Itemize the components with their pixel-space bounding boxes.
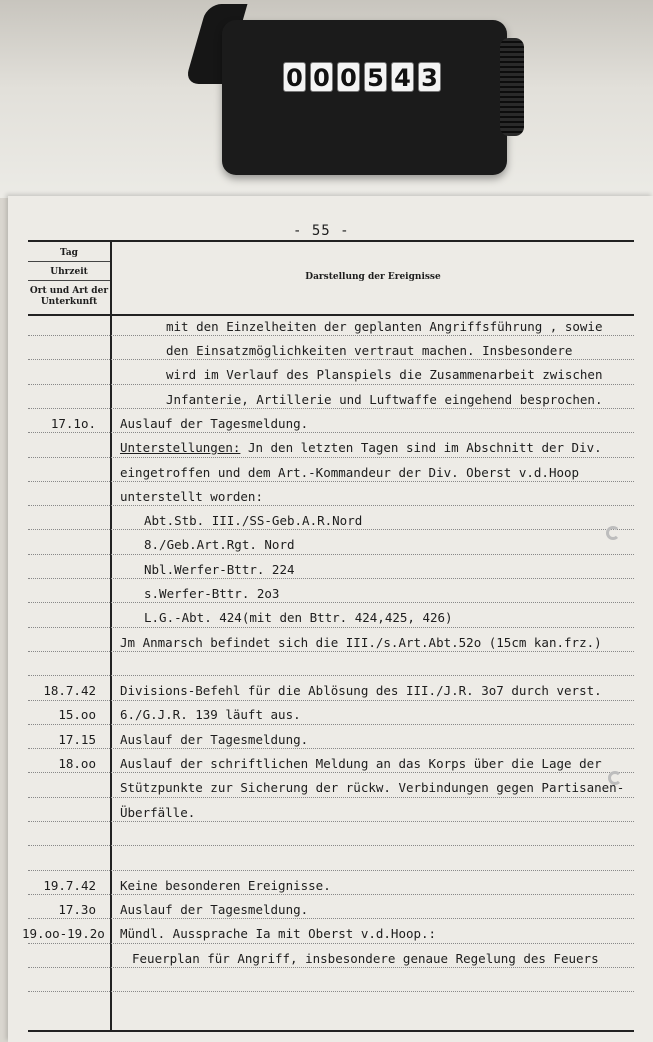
entry-text-line: [144, 513, 362, 528]
entry-text: eingetroffen und dem Art.-Kommandeur der Div. Oberst v.d.Hoop: [120, 465, 580, 480]
entry-time: 15.oo: [58, 707, 96, 722]
entry-text: L.G.-Abt. 424(mit den Bttr. 424,425, 426): [144, 610, 453, 625]
ruled-line: [28, 384, 634, 385]
entry-text: wird im Verlauf des Planspiels die Zusammenarbeit zwischen: [166, 367, 603, 382]
entry-text: unterstellt worden:: [120, 489, 263, 504]
ruled-line: [28, 529, 634, 530]
ruled-line: [28, 359, 634, 360]
entry-text: Feuerplan für Angriff, insbesondere genaue Regelung des Feuers: [132, 951, 599, 966]
margin-ring-icon: [608, 771, 622, 785]
margin-ring-icon: [606, 526, 620, 540]
header-place: Ort und Art der Unterkunft: [29, 286, 109, 307]
ruled-line: [28, 894, 634, 895]
entry-text: mit den Einzelheiten der geplanten Angriffsführung , sowie: [166, 319, 603, 334]
ruled-line: [28, 797, 634, 798]
entry-text-line: [120, 878, 331, 893]
entry-text: Mündl. Aussprache Ia mit Oberst v.d.Hoop.:: [120, 926, 437, 941]
document-page: [8, 196, 653, 1042]
ruled-line: [28, 772, 634, 773]
counter-digit: 3: [418, 62, 441, 92]
counter-digit: 5: [364, 62, 387, 92]
entry-text-line: [144, 610, 453, 625]
entry-text: Abt.Stb. III./SS-Geb.A.R.Nord: [144, 513, 363, 528]
counter-window: [283, 62, 441, 92]
entry-text: Jm Anmarsch befindet sich die III./s.Art.Abt.52o (15cm kan.frz.): [120, 635, 602, 650]
ruled-line: [28, 700, 634, 701]
entry-text-line: [120, 707, 301, 722]
entry-text-line: [120, 465, 579, 480]
entry-text: Divisions-Befehl für die Ablösung des III./J.R. 3o7 durch verst.: [120, 683, 602, 698]
entry-text: Nbl.Werfer-Bttr. 224: [144, 562, 295, 577]
ruled-line: [28, 505, 634, 506]
counter-digit: 0: [283, 62, 306, 92]
entry-text-line: [166, 392, 603, 407]
entry-time: 18.oo: [58, 756, 96, 771]
entry-text-line: [120, 805, 195, 820]
entry-text-line: [120, 489, 263, 504]
ruled-line: [28, 408, 634, 409]
header-time: Uhrzeit: [50, 267, 88, 277]
entry-text-line: [120, 756, 602, 771]
ruled-line: [28, 602, 634, 603]
counter-digit: 0: [310, 62, 333, 92]
header-separator: [28, 261, 110, 262]
entry-time: 19.7.42: [43, 878, 96, 893]
ruled-line: [28, 651, 634, 652]
entry-text: Auslauf der Tagesmeldung.: [120, 902, 309, 917]
counter-knob-icon: [500, 38, 524, 136]
entry-text: s.Werfer-Bttr. 2o3: [144, 586, 280, 601]
counter-digit: 0: [337, 62, 360, 92]
entry-time: 17.3o: [58, 902, 96, 917]
entry-time: 17.1o.: [50, 416, 96, 431]
entry-text-line: [166, 319, 603, 334]
entry-text-line: [120, 780, 624, 795]
entry-text: 6./G.J.R. 139 läuft aus.: [120, 707, 301, 722]
entry-text: Keine besonderen Ereignisse.: [120, 878, 331, 893]
entry-text-line: [120, 902, 308, 917]
ruled-line: [28, 870, 634, 871]
ruled-line: [28, 554, 634, 555]
ruled-line: [28, 967, 634, 968]
entry-time: 18.7.42: [43, 683, 96, 698]
ruled-line: [28, 943, 634, 944]
entry-text: Jn den letzten Tagen sind im Abschnitt der Div.: [240, 440, 602, 455]
ruled-line: [28, 432, 634, 433]
scan-top-area: [0, 0, 653, 198]
header-separator: [28, 280, 110, 281]
entry-text-line: [166, 367, 603, 382]
entry-text-line: [166, 343, 572, 358]
entry-text: Jnfanterie, Artillerie und Luftwaffe eingehend besprochen.: [166, 392, 603, 407]
entry-text: Auslauf der Tagesmeldung.: [120, 732, 309, 747]
ruled-line: [28, 845, 634, 846]
ruled-line: [28, 748, 634, 749]
entry-text: Auslauf der Tagesmeldung.: [120, 416, 309, 431]
ruled-line: [28, 821, 634, 822]
entry-text: den Einsatzmöglichkeiten vertraut machen. Insbesondere: [166, 343, 573, 358]
ruled-line: [28, 675, 634, 676]
section-heading: Unterstellungen:: [120, 440, 241, 455]
entry-text-line: [120, 416, 308, 431]
entry-text: Auslauf der schriftlichen Meldung an das Korps über die Lage der: [120, 756, 602, 771]
ruled-line: [28, 481, 634, 482]
entry-text: Stützpunkte zur Sicherung der rückw. Verbindungen gegen Partisanen-: [120, 780, 625, 795]
entry-time: 17.15: [58, 732, 96, 747]
header-description: Darstellung der Ereignisse: [305, 272, 441, 282]
entry-text-line: [120, 440, 602, 455]
entry-text-line: [120, 732, 308, 747]
ruled-line: [28, 991, 634, 992]
entry-text-line: [120, 926, 436, 941]
ruled-line: [28, 457, 634, 458]
entry-text: Überfälle.: [120, 805, 196, 820]
entry-text: 8./Geb.Art.Rgt. Nord: [144, 537, 295, 552]
page-number: - 55 -: [293, 223, 350, 239]
entry-text-line: [144, 562, 295, 577]
ruled-line: [28, 335, 634, 336]
entry-time: 19.oo-19.2o: [22, 926, 105, 941]
ruled-line: [28, 724, 634, 725]
table-bottom-rule: [28, 1030, 634, 1032]
table-top-rule: [28, 240, 634, 242]
table-header-rule: [28, 314, 634, 316]
ruled-line: [28, 578, 634, 579]
entry-text-line: [144, 586, 279, 601]
frame-counter-device: [222, 20, 507, 175]
ruled-line: [28, 627, 634, 628]
entry-text-line: [120, 635, 602, 650]
ruled-line: [28, 918, 634, 919]
counter-digit: 4: [391, 62, 414, 92]
entry-text-line: [144, 537, 295, 552]
entry-text-line: [120, 683, 602, 698]
entry-text-line: [132, 951, 599, 966]
header-day: Tag: [60, 248, 78, 258]
